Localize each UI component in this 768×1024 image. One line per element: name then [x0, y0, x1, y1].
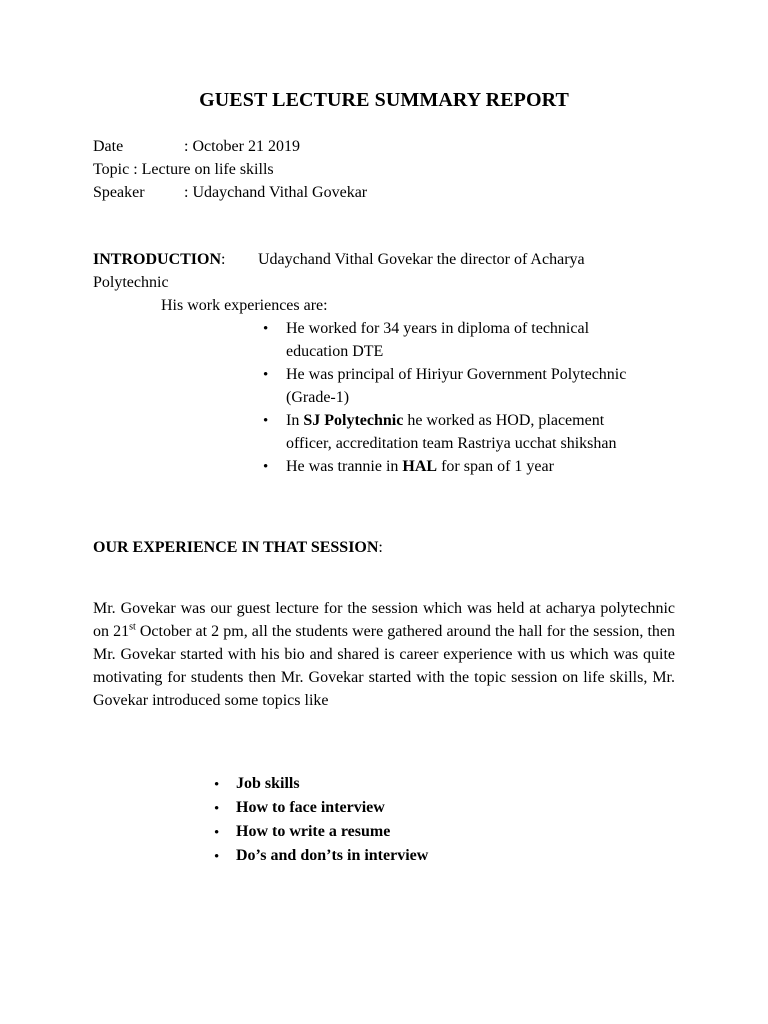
experience-item-1: [286, 317, 686, 363]
experience-paragraph-sup: st: [129, 621, 136, 633]
experience-item-3-line2: officer, accreditation team Rastriya ucchat shikshan: [286, 435, 617, 452]
experience-paragraph-part1: Mr. Govekar was our guest lecture for the session which was held at acharya polytechnic on 21: [93, 600, 675, 640]
bullet-icon: •: [263, 367, 269, 383]
date-value: : October 21 2019: [184, 138, 300, 155]
bullet-icon: •: [263, 413, 269, 429]
topic-item-2: How to face interview: [236, 799, 385, 816]
introduction-heading-line: [93, 250, 225, 270]
experience-colon: :: [378, 539, 383, 556]
experience-item-4: [286, 455, 686, 478]
experience-item-4-bold: HAL: [402, 458, 438, 475]
introduction-text-line1: Udaychand Vithal Govekar the director of Acharya: [258, 251, 585, 268]
topic-item-1: Job skills: [236, 775, 300, 792]
introduction-colon: :: [221, 251, 226, 268]
experience-item-4-line1: [286, 455, 686, 478]
introduction-heading: INTRODUCTION: [93, 251, 222, 268]
speaker-value: : Udaychand Vithal Govekar: [184, 184, 368, 201]
experience-item-1-line1: He worked for 34 years in diploma of technical: [286, 320, 590, 337]
bullet-icon: •: [214, 801, 220, 817]
experience-item-2-line2: (Grade-1): [286, 389, 350, 406]
bullet-icon: •: [214, 849, 220, 865]
experience-item-4-pre: He was trannie in: [286, 458, 403, 475]
bullet-icon: •: [263, 459, 269, 475]
experience-item-3: [286, 409, 686, 455]
experience-heading-line: [93, 538, 383, 558]
experiences-intro: His work experiences are:: [161, 297, 328, 314]
bullet-icon: •: [214, 825, 220, 841]
speaker-label: Speaker: [93, 184, 145, 201]
experience-item-2: [286, 363, 686, 409]
bullet-icon: •: [263, 321, 269, 337]
page-title: GUEST LECTURE SUMMARY REPORT: [199, 89, 569, 111]
introduction-text-line2: Polytechnic: [93, 274, 169, 291]
experience-item-2-line1: He was principal of Hiriyur Government Polytechnic: [286, 366, 627, 383]
experience-item-3-pre: In: [286, 412, 304, 429]
topic-item-3: How to write a resume: [236, 823, 391, 840]
experience-item-1-line2: education DTE: [286, 343, 384, 360]
experience-item-3-bold: SJ Polytechnic: [303, 412, 404, 429]
experience-item-3-post: he worked as HOD, placement: [403, 412, 605, 429]
date-label: Date: [93, 138, 124, 155]
experience-heading: OUR EXPERIENCE IN THAT SESSION: [93, 539, 379, 556]
experience-item-3-line1: [286, 409, 686, 432]
bullet-icon: •: [214, 777, 220, 793]
topic-line: Topic : Lecture on life skills: [93, 161, 274, 178]
experience-paragraph-part2: October at 2 pm, all the students were gathered around the hall for the session, then Mr. Govekar started with his bio and shared is career experience with us which was quite motivating for students then Mr. Govekar started with the topic session on life skills, Mr. Govekar introduced some topics like: [93, 623, 676, 709]
experience-paragraph: [93, 597, 675, 712]
topic-item-4: Do’s and don’ts in interview: [236, 847, 429, 864]
experience-item-4-post: for span of 1 year: [437, 458, 554, 475]
